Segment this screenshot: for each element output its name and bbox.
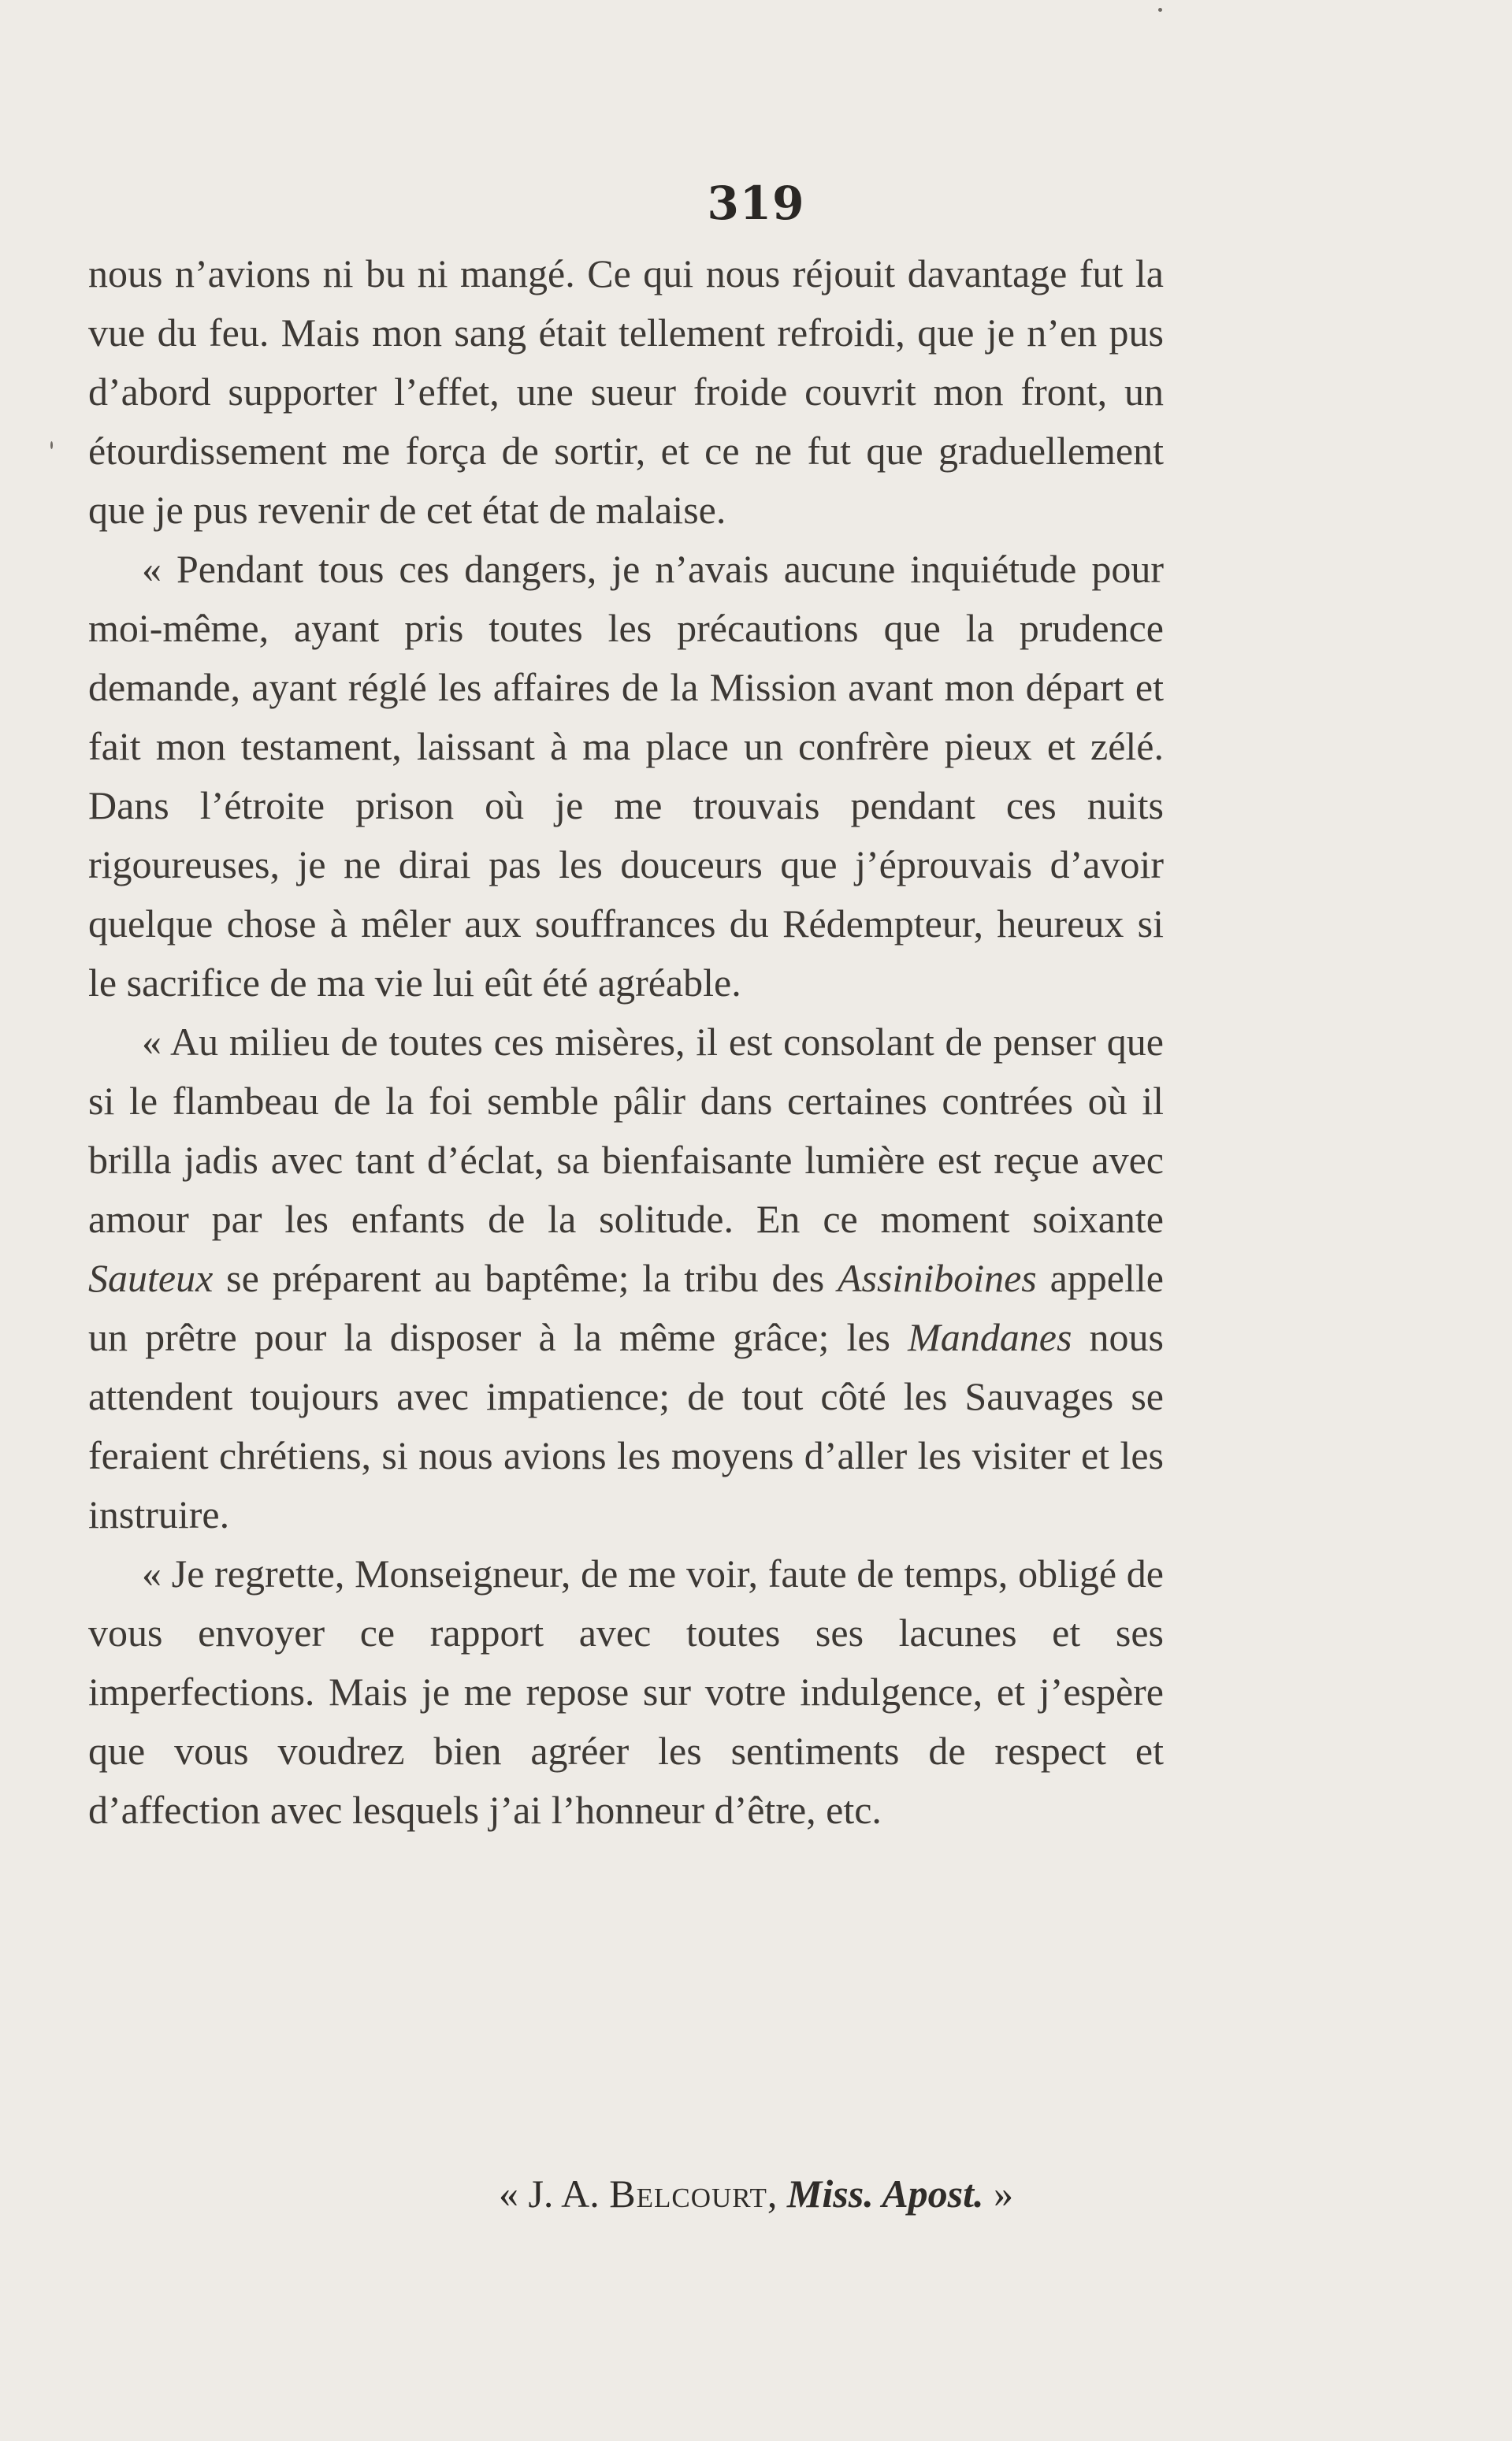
page-number: 319 <box>707 176 805 230</box>
paper-mark <box>50 441 53 449</box>
signature-close-quote: » <box>983 2172 1014 2216</box>
italic-name-sauteux: Sauteux <box>88 1256 214 1300</box>
signature-open-quote: « J. A. <box>498 2172 610 2216</box>
body-text <box>88 244 1164 1840</box>
italic-name-mandanes: Mandanes <box>908 1315 1072 1359</box>
italic-name-assiniboines: Assiniboines <box>837 1256 1037 1300</box>
signature-title: Miss. Apost. <box>786 2172 984 2216</box>
signature-name: Belcourt <box>609 2172 767 2216</box>
signature-comma: , <box>767 2172 787 2216</box>
paragraph-2: « Pendant tous ces dangers, je n’avais aucune inquiétude pour moi-même, ayant pris toutes les précautions que la prudence demande, ayant réglé les affaires de la Mission avant mon départ et fait mon testament, laissant à ma place un confrère pieux et zélé. Dans l’étroite prison où je me trouvais pendant ces nuits rigoureuses, je ne dirai pas les douceurs que j’éprouvais d’avoir quelque chose à mêler aux souffrances du Rédempteur, heureux si le sacrifice de ma vie lui eût été agréable. <box>88 547 1164 1005</box>
paragraph-1: nous n’avions ni bu ni mangé. Ce qui nous réjouit davantage fut la vue du feu. Mais mon sang était tellement refroidi, que je n’en pus d’abord supporter l’effet, une sueur froide couvrit mon front, un étourdissement me força de sortir, et ce ne fut que graduellement que je pus revenir de cet état de malaise. <box>88 251 1164 532</box>
paragraph-3: « Au milieu de toutes ces misères, il est consolant de penser que si le flambeau de la foi semble pâlir dans certaines contrées où il brilla jadis avec tant d’éclat, sa bienfaisante lumière est reçue avec amour par les enfants de la solitude. En ce moment soixante Sauteux se préparent au baptême; la tribu des Assiniboines appelle un prêtre pour la disposer à la même grâce; les Mandanes nous attendent toujours avec impatience; de tout côté les Sauvages se feraient chrétiens, si nous avions les moyens d’aller les visiter et les instruire. <box>88 1020 1164 1536</box>
signature-line <box>0 2171 1512 2216</box>
paper-speck <box>1158 8 1162 12</box>
paragraph-4: « Je regrette, Monseigneur, de me voir, faute de temps, obligé de vous envoyer ce rapport avec toutes ses lacunes et ses imperfections. Mais je me repose sur votre indulgence, et j’espère que vous voudrez bien agréer les sentiments de respect et d’affection avec lesquels j’ai l’honneur d’être, etc. <box>88 1551 1164 1832</box>
